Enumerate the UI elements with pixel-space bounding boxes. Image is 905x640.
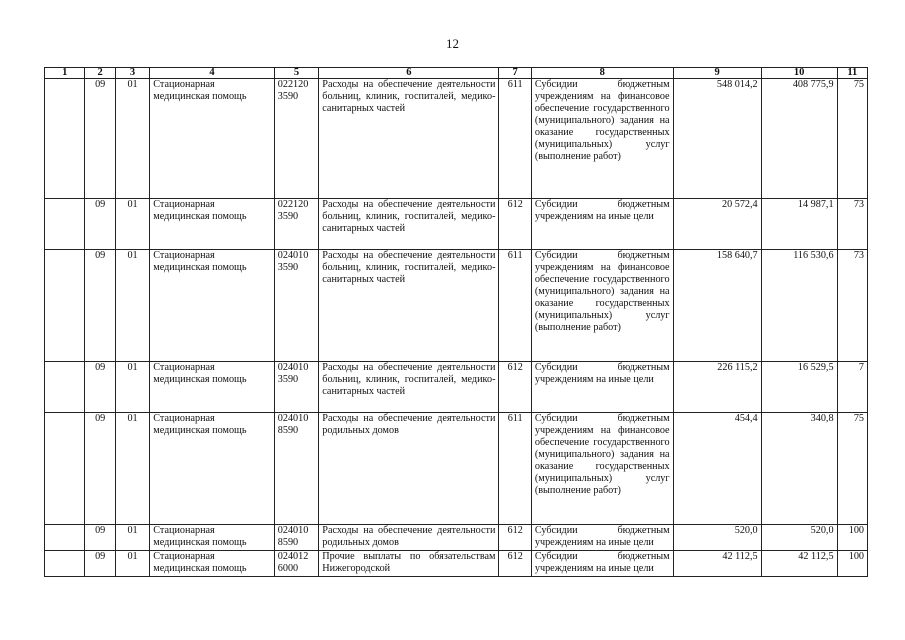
cell-section: 09 bbox=[85, 362, 115, 413]
cell-amount-actual: 14 987,1 bbox=[761, 199, 837, 250]
cell-expense-type: 612 bbox=[499, 362, 531, 413]
table-row bbox=[45, 79, 868, 199]
cell-amount-planned: 548 014,2 bbox=[673, 79, 761, 199]
table-row bbox=[45, 551, 868, 577]
cell-col1 bbox=[45, 199, 85, 250]
column-header: 10 bbox=[761, 68, 837, 79]
cell-amount-planned: 454,4 bbox=[673, 413, 761, 525]
cell-subsection-name: Стационарная медицинская помощь bbox=[150, 79, 275, 199]
cell-target-code: 024012 6000 bbox=[274, 551, 319, 577]
cell-subsection: 01 bbox=[115, 525, 149, 551]
column-header: 7 bbox=[499, 68, 531, 79]
cell-target-code: 024010 8590 bbox=[274, 413, 319, 525]
cell-expense-type: 612 bbox=[499, 551, 531, 577]
table-row bbox=[45, 199, 868, 250]
column-header: 5 bbox=[274, 68, 319, 79]
cell-section: 09 bbox=[85, 525, 115, 551]
cell-section: 09 bbox=[85, 413, 115, 525]
budget-table bbox=[44, 67, 868, 577]
cell-amount-actual: 340,8 bbox=[761, 413, 837, 525]
cell-target-code: 024010 3590 bbox=[274, 250, 319, 362]
cell-subsection-name: Стационарная медицинская помощь bbox=[150, 525, 275, 551]
cell-amount-planned: 42 112,5 bbox=[673, 551, 761, 577]
cell-section: 09 bbox=[85, 551, 115, 577]
cell-target-name: Расходы на обеспечение деятельности родильных домов bbox=[319, 413, 499, 525]
cell-amount-actual: 408 775,9 bbox=[761, 79, 837, 199]
table-row bbox=[45, 525, 868, 551]
cell-section: 09 bbox=[85, 79, 115, 199]
cell-col1 bbox=[45, 79, 85, 199]
cell-amount-planned: 226 115,2 bbox=[673, 362, 761, 413]
cell-subsection-name: Стационарная медицинская помощь bbox=[150, 362, 275, 413]
cell-target-name: Расходы на обеспечение деятельности родильных домов bbox=[319, 525, 499, 551]
cell-target-name: Прочие выплаты по обязательствам Нижегородской bbox=[319, 551, 499, 577]
column-header: 4 bbox=[150, 68, 275, 79]
column-header: 3 bbox=[115, 68, 149, 79]
cell-target-name: Расходы на обеспечение деятельности больниц, клиник, госпиталей, медико-санитарных частей bbox=[319, 199, 499, 250]
column-header: 6 bbox=[319, 68, 499, 79]
cell-amount-planned: 158 640,7 bbox=[673, 250, 761, 362]
cell-amount-planned: 20 572,4 bbox=[673, 199, 761, 250]
cell-percent: 7 bbox=[837, 362, 867, 413]
cell-subsection-name: Стационарная медицинская помощь bbox=[150, 199, 275, 250]
cell-percent: 73 bbox=[837, 199, 867, 250]
cell-percent: 73 bbox=[837, 250, 867, 362]
cell-amount-actual: 16 529,5 bbox=[761, 362, 837, 413]
cell-percent: 100 bbox=[837, 551, 867, 577]
cell-expense-type: 611 bbox=[499, 250, 531, 362]
cell-amount-actual: 116 530,6 bbox=[761, 250, 837, 362]
page-number: 12 bbox=[446, 36, 459, 51]
cell-target-name: Расходы на обеспечение деятельности больниц, клиник, госпиталей, медико-санитарных частей bbox=[319, 250, 499, 362]
column-header: 8 bbox=[531, 68, 673, 79]
cell-subsection-name: Стационарная медицинская помощь bbox=[150, 250, 275, 362]
column-header: 1 bbox=[45, 68, 85, 79]
cell-expense-name: Субсидии бюджетным учреждениям на финансовое обеспечение государственного (муниципального) задания на оказание государственных (муниципальных) услуг (выполнение работ) bbox=[531, 250, 673, 362]
cell-subsection: 01 bbox=[115, 79, 149, 199]
cell-col1 bbox=[45, 250, 85, 362]
column-header: 2 bbox=[85, 68, 115, 79]
column-header: 11 bbox=[837, 68, 867, 79]
cell-col1 bbox=[45, 413, 85, 525]
table-header-row bbox=[45, 68, 868, 79]
cell-subsection: 01 bbox=[115, 199, 149, 250]
cell-amount-actual: 520,0 bbox=[761, 525, 837, 551]
cell-expense-name: Субсидии бюджетным учреждениям на финансовое обеспечение государственного (муниципального) задания на оказание государственных (муниципальных) услуг (выполнение работ) bbox=[531, 413, 673, 525]
cell-percent: 75 bbox=[837, 413, 867, 525]
cell-subsection: 01 bbox=[115, 362, 149, 413]
cell-expense-type: 611 bbox=[499, 413, 531, 525]
cell-expense-name: Субсидии бюджетным учреждениям на иные цели bbox=[531, 525, 673, 551]
cell-amount-actual: 42 112,5 bbox=[761, 551, 837, 577]
cell-subsection: 01 bbox=[115, 250, 149, 362]
cell-percent: 100 bbox=[837, 525, 867, 551]
table-row bbox=[45, 413, 868, 525]
cell-percent: 75 bbox=[837, 79, 867, 199]
cell-expense-name: Субсидии бюджетным учреждениям на финансовое обеспечение государственного (муниципального) задания на оказание государственных (муниципальных) услуг (выполнение работ) bbox=[531, 79, 673, 199]
cell-amount-planned: 520,0 bbox=[673, 525, 761, 551]
cell-target-name: Расходы на обеспечение деятельности больниц, клиник, госпиталей, медико-санитарных частей bbox=[319, 362, 499, 413]
cell-expense-type: 612 bbox=[499, 199, 531, 250]
cell-section: 09 bbox=[85, 199, 115, 250]
table-row bbox=[45, 362, 868, 413]
cell-subsection: 01 bbox=[115, 413, 149, 525]
cell-target-name: Расходы на обеспечение деятельности больниц, клиник, госпиталей, медико-санитарных частей bbox=[319, 79, 499, 199]
table-row bbox=[45, 250, 868, 362]
cell-col1 bbox=[45, 525, 85, 551]
column-header: 9 bbox=[673, 68, 761, 79]
cell-expense-name: Субсидии бюджетным учреждениям на иные цели bbox=[531, 551, 673, 577]
cell-expense-type: 612 bbox=[499, 525, 531, 551]
cell-subsection-name: Стационарная медицинская помощь bbox=[150, 413, 275, 525]
cell-subsection-name: Стационарная медицинская помощь bbox=[150, 551, 275, 577]
cell-target-code: 022120 3590 bbox=[274, 79, 319, 199]
cell-subsection: 01 bbox=[115, 551, 149, 577]
cell-col1 bbox=[45, 362, 85, 413]
cell-expense-name: Субсидии бюджетным учреждениям на иные цели bbox=[531, 362, 673, 413]
cell-section: 09 bbox=[85, 250, 115, 362]
cell-expense-name: Субсидии бюджетным учреждениям на иные цели bbox=[531, 199, 673, 250]
cell-target-code: 022120 3590 bbox=[274, 199, 319, 250]
cell-expense-type: 611 bbox=[499, 79, 531, 199]
cell-target-code: 024010 3590 bbox=[274, 362, 319, 413]
cell-col1 bbox=[45, 551, 85, 577]
cell-target-code: 024010 8590 bbox=[274, 525, 319, 551]
